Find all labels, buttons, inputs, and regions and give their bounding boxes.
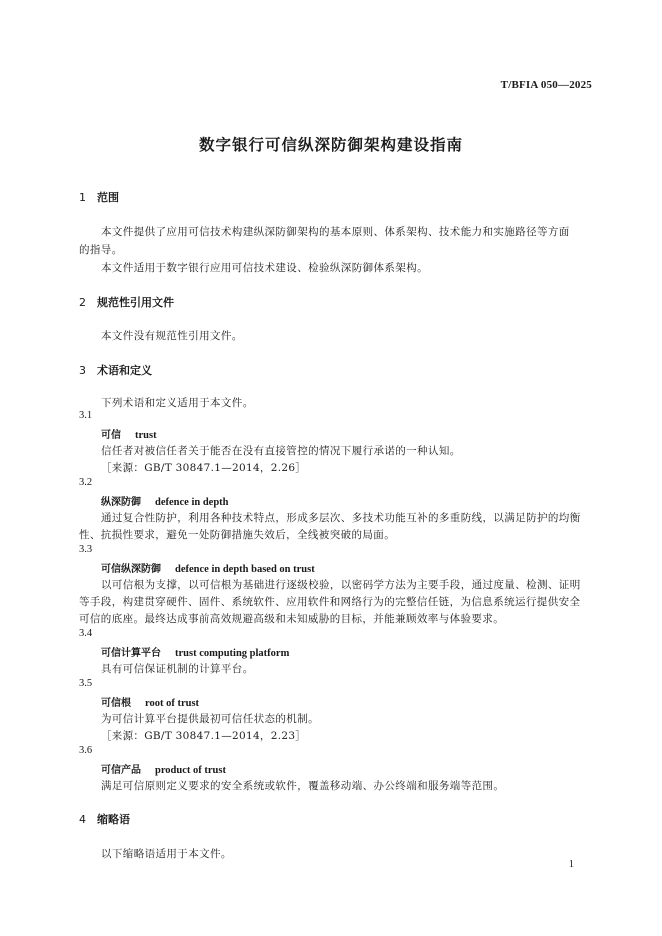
term-number: 3.2 [79, 477, 93, 488]
section-title: 术语和定义 [97, 364, 152, 377]
term-source: ［来源：GB/T 30847.1—2014，2.26］ [101, 462, 307, 474]
section-1-para-1-line-2: 的指导。 [79, 244, 123, 256]
term-definition-line: 性、抗损性要求，避免一处防御措施失效后，全线被突破的局面。 [79, 529, 396, 541]
term-number: 3.3 [79, 544, 93, 555]
section-2-heading [79, 294, 174, 310]
section-title: 范围 [97, 191, 119, 204]
term-source: ［来源：GB/T 30847.1—2014，2.23］ [101, 730, 307, 742]
term-definition-line: 为可信计算平台提供最初可信任状态的机制。 [101, 713, 319, 725]
term-heading [101, 644, 289, 659]
term-definition-line: 通过复合性防护，利用各种技术特点，形成多层次、多技术功能互补的多重防线，以满足防护的均衡 [101, 512, 581, 524]
term-zh: 可信根 [101, 698, 131, 709]
term-definition-line: 可信的底座。最终达成事前高效规避高级和未知威胁的目标，并能兼顾效率与体验要求。 [79, 613, 505, 625]
term-number: 3.6 [79, 745, 93, 756]
term-definition-line: 以可信根为支撑，以可信根为基础进行逐级校验，以密码学方法为主要手段，通过度量、检测、证明 [101, 579, 581, 591]
section-number: 4 [79, 813, 86, 826]
term-definition-line: 等手段，构建贯穿硬件、固件、系统软件、应用软件和网络行为的完整信任链，为信息系统运行提供安全 [79, 596, 581, 608]
section-number: 3 [79, 364, 86, 377]
section-number: 2 [79, 296, 86, 309]
term-number: 3.5 [79, 678, 93, 689]
term-number: 3.4 [79, 628, 93, 639]
section-1-para-2: 本文件适用于数字银行应用可信技术建设、检验纵深防御体系架构。 [101, 262, 428, 274]
term-zh: 纵深防御 [101, 497, 141, 508]
term-zh: 可信产品 [101, 765, 141, 776]
section-4-para-1: 以下缩略语适用于本文件。 [101, 848, 232, 860]
term-en: trust computing platform [175, 648, 290, 659]
term-en: trust [135, 430, 157, 441]
term-number: 3.1 [79, 410, 93, 421]
term-en: defence in depth based on trust [175, 564, 315, 575]
term-heading [101, 761, 226, 776]
page-number: 1 [568, 859, 574, 870]
term-zh: 可信 [101, 430, 121, 441]
section-title: 规范性引用文件 [97, 296, 174, 309]
section-title: 缩略语 [97, 813, 130, 826]
section-number: 1 [79, 191, 86, 204]
document-title: 数字银行可信纵深防御架构建设指南 [198, 136, 463, 154]
term-en: defence in depth [155, 497, 229, 508]
section-1-para-1-line-1: 本文件提供了应用可信技术构建纵深防御架构的基本原则、体系架构、技术能力和实施路径等方面 [101, 226, 570, 238]
term-heading [101, 694, 199, 709]
term-heading [101, 560, 315, 575]
section-1-heading [79, 189, 119, 205]
term-definition-line: 满足可信原则定义要求的安全系统或软件，覆盖移动端、办公终端和服务端等范围。 [101, 780, 505, 792]
term-heading [101, 426, 157, 441]
term-en: root of trust [145, 698, 200, 709]
standard-code: T/BFIA 050—2025 [500, 79, 592, 91]
section-3-intro: 下列术语和定义适用于本文件。 [101, 397, 254, 409]
section-3-heading [79, 362, 152, 378]
term-zh: 可信计算平台 [101, 648, 161, 659]
term-en: product of trust [155, 765, 226, 776]
term-definition-line: 信任者对被信任者关于能否在没有直接管控的情况下履行承诺的一种认知。 [101, 445, 461, 457]
term-definition-line: 具有可信保证机制的计算平台。 [101, 663, 254, 675]
section-4-heading [79, 811, 130, 827]
section-2-para-1: 本文件没有规范性引用文件。 [101, 330, 243, 342]
term-zh: 可信纵深防御 [101, 564, 161, 575]
term-heading [101, 493, 229, 508]
